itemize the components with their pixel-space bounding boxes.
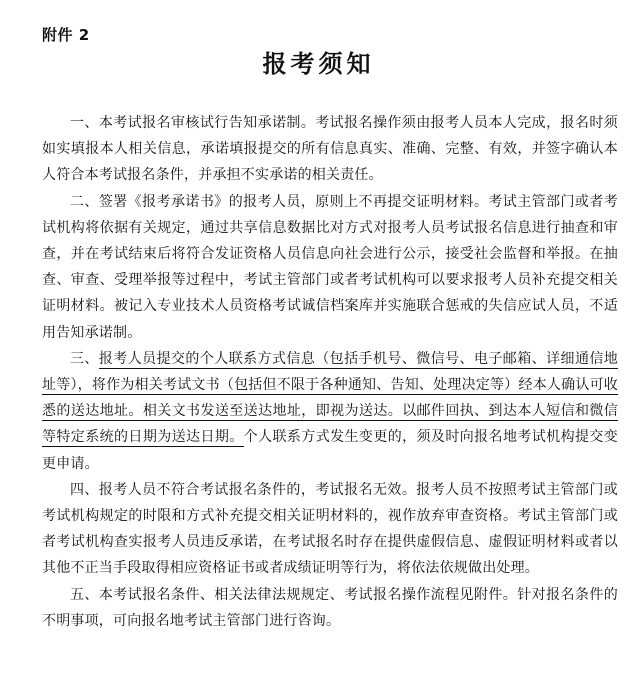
document-body — [42, 110, 618, 634]
paragraph-3-underlined: 报考人员提交的个人联系方式信息（包括手机号、微信号、电子邮箱、详细通信地址等），将作为相关考试文书（包括但不限于各种通知、告知、处理决定等）经本人确认可收悉的送达地址。相关文书发送至送达地址，即视为送达。以邮件回执、到达本人短信和微信等特定系统的日期为送达日期。 — [42, 350, 618, 446]
document-title: 报考须知 — [262, 50, 375, 78]
attachment-label: 附件 2 — [42, 26, 90, 44]
paragraph-3 — [42, 346, 618, 477]
paragraph-4: 四、报考人员不符合考试报名条件的，考试报名无效。报考人员不按照考试主管部门或考试机构规定的时限和方式补充提交相关证明材料的，视作放弃审查资格。考试主管部门或者考试机构查实报考人员违反承诺，在考试报名时存在提供虚假信息、虚假证明材料或者以其他不正当手段取得相应资格证书或者成绩证明等行为，将依法依规做出处理。 — [42, 481, 618, 577]
paragraph-3-suffix: 个人联系方式发生变更的，须及时向报名地考试机构提交变更申请。 — [42, 429, 618, 472]
paragraph-1: 一、本考试报名审核试行告知承诺制。考试报名操作须由报考人员本人完成，报名时须如实填报本人相关信息，承诺填报提交的所有信息真实、准确、完整、有效，并签字确认本人符合本考试报名条件，并承担不实承诺的相关责任。 — [42, 115, 618, 184]
paragraph-3-prefix: 三、 — [70, 350, 99, 367]
paragraph-5: 五、本考试报名条件、相关法律法规规定、考试报名操作流程见附件。针对报名条件的不明事项，可向报名地考试主管部门进行咨询。 — [42, 586, 618, 629]
paragraph-2: 二、签署《报考承诺书》的报考人员，原则上不再提交证明材料。考试主管部门或者考试机构将依据有关规定，通过共享信息数据比对方式对报考人员考试报名信息进行抽查和审查，并在考试结束后将符合发证资格人员信息向社会进行公示，接受社会监督和举报。在抽查、审查、受理举报等过程中，考试主管部门或者考试机构可以要求报考人员补充提交相关证明材料。被记入专业技术人员资格考试诚信档案库并实施联合惩戒的失信应试人员，不适用告知承诺制。 — [42, 193, 618, 341]
